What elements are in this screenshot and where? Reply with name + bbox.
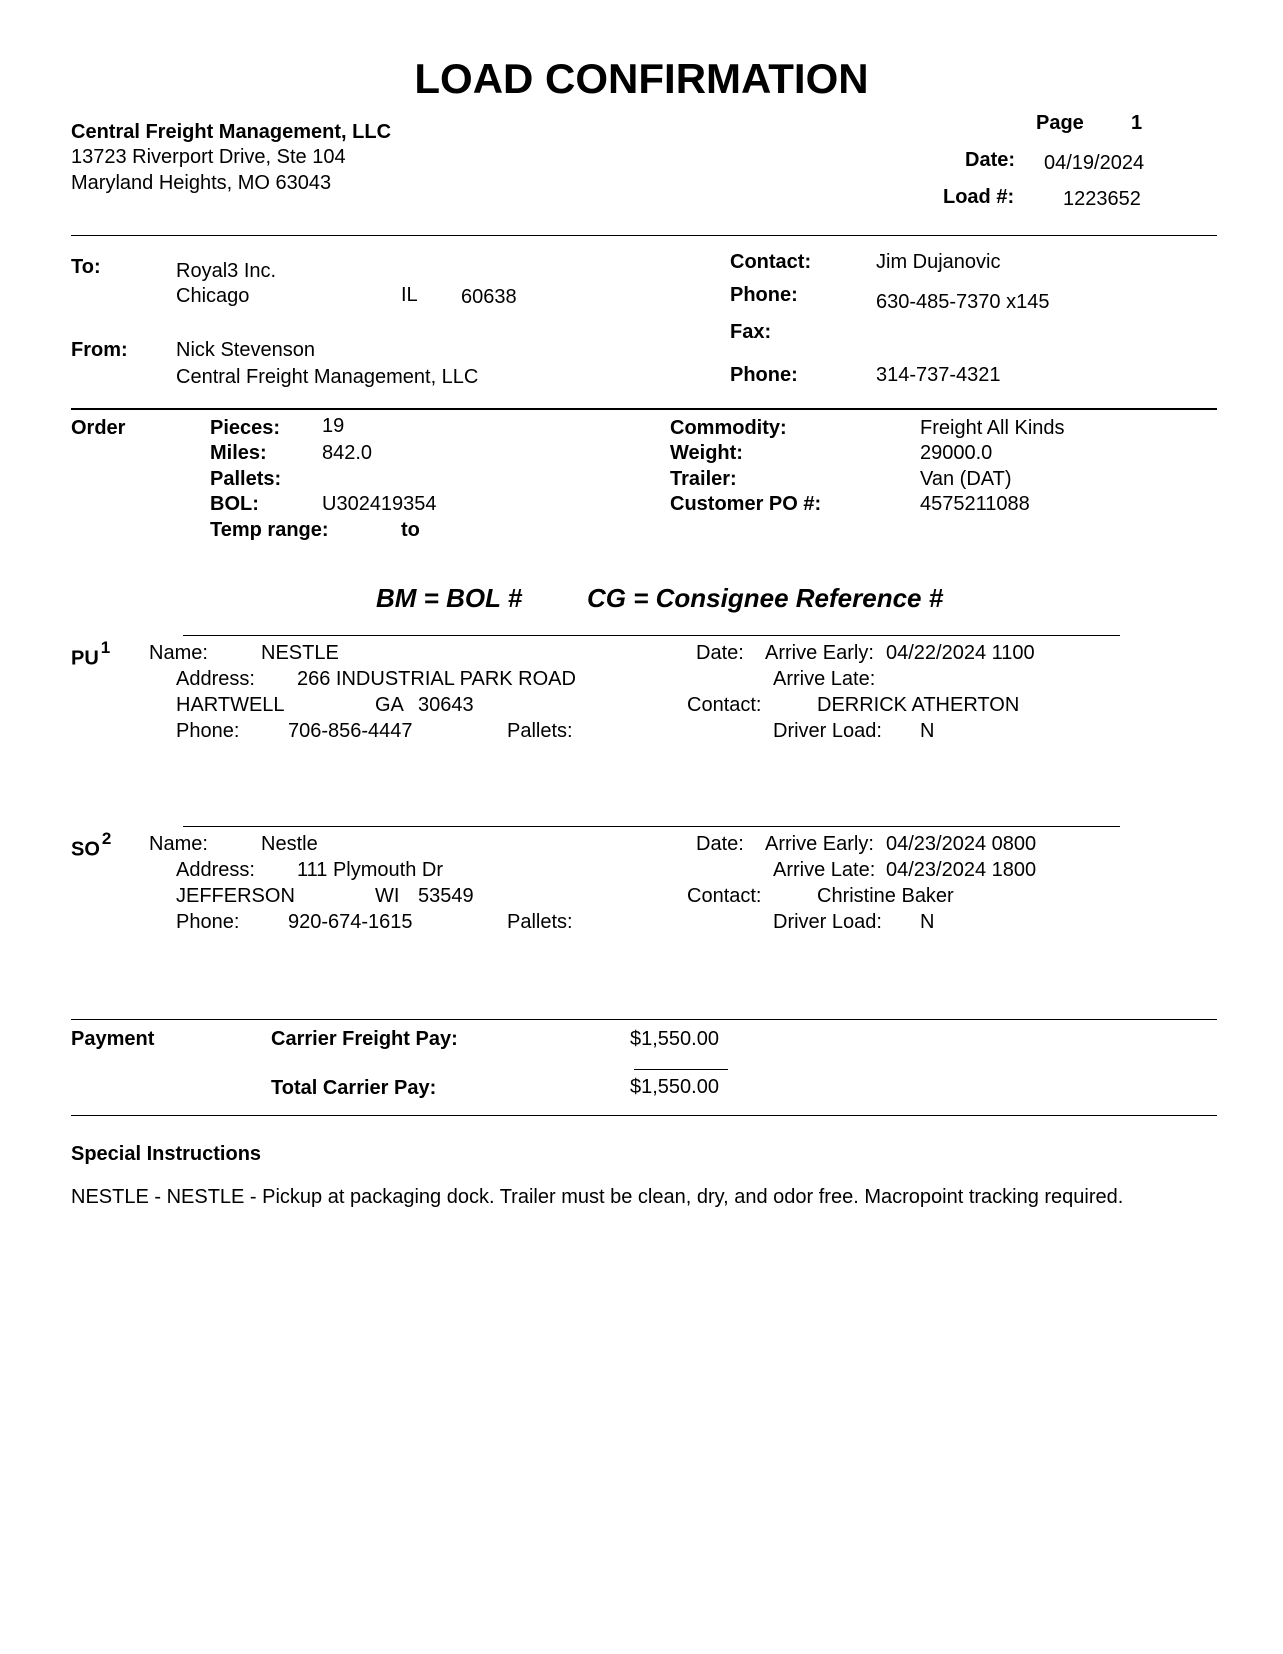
stop1-city: HARTWELL: [176, 694, 285, 716]
stop1-address: 266 INDUSTRIAL PARK ROAD: [297, 668, 576, 690]
carrier-freight-pay-value: $1,550.00: [630, 1028, 719, 1050]
trailer-value: Van (DAT): [920, 468, 1012, 490]
stop2-state: WI: [375, 885, 400, 907]
trailer-label: Trailer:: [670, 468, 737, 490]
stop1-name: NESTLE: [261, 642, 339, 664]
stop2-driver-load-label: Driver Load:: [773, 911, 882, 933]
payment-divider: [71, 1019, 1217, 1020]
bol-label: BOL:: [210, 493, 259, 515]
order-label: Order: [71, 417, 126, 439]
contact-label: Contact:: [730, 251, 812, 273]
bol-value: U302419354: [322, 493, 437, 515]
carrier-freight-pay-label: Carrier Freight Pay:: [271, 1028, 458, 1050]
document-date: 04/19/2024: [1044, 152, 1145, 174]
company-name: Central Freight Management, LLC: [71, 121, 392, 143]
customer-po-value: 4575211088: [920, 493, 1030, 515]
miles-label: Miles:: [210, 442, 267, 464]
miles-value: 842.0: [322, 442, 373, 464]
stop1-state: GA: [375, 694, 404, 716]
stop1-driver-load: N: [920, 720, 935, 742]
weight-label: Weight:: [670, 442, 743, 464]
phone-label: Phone:: [730, 284, 798, 306]
load-number-label: Load #:: [943, 186, 1015, 208]
page-number: 1: [1131, 112, 1143, 134]
stop2-phone-label: Phone:: [176, 911, 240, 933]
stop2-name-label: Name:: [149, 833, 208, 855]
stop1-arrive-late-label: Arrive Late:: [773, 668, 876, 690]
page-label: Page: [1036, 112, 1084, 134]
special-instructions-text: NESTLE - NESTLE - Pickup at packaging dock. Trailer must be clean, dry, and odor free. Macropoint tracking required.: [71, 1186, 1124, 1208]
fax-label: Fax:: [730, 321, 772, 343]
to-zip: 60638: [461, 286, 517, 308]
pallets-label: Pallets:: [210, 468, 282, 490]
stop1-address-label: Address:: [176, 668, 255, 690]
stop2-arrive-late: 04/23/2024 1800: [886, 859, 1037, 881]
special-instructions-heading: Special Instructions: [71, 1143, 262, 1165]
subtotal-rule: [634, 1069, 728, 1070]
to-state: IL: [401, 284, 418, 306]
stop2-contact-label: Contact:: [687, 885, 762, 907]
stop1-divider: [183, 635, 1120, 636]
commodity-label: Commodity:: [670, 417, 787, 439]
stop1-contact-label: Contact:: [687, 694, 762, 716]
stop2-date-label: Date:: [696, 833, 744, 855]
legend-bm: BM = BOL #: [376, 583, 523, 613]
stop2-arrive-early: 04/23/2024 0800: [886, 833, 1037, 855]
legend-cg: CG = Consignee Reference #: [587, 583, 944, 613]
stop2-name: Nestle: [261, 833, 318, 855]
to-city: Chicago: [176, 285, 250, 307]
stop2-arrive-late-label: Arrive Late:: [773, 859, 876, 881]
stop1-sequence: $PU^1$: [71, 638, 111, 670]
stop2-address-label: Address:: [176, 859, 255, 881]
stop2-pallets-label: Pallets:: [507, 911, 573, 933]
special-divider: [71, 1115, 1217, 1116]
from-phone-label: Phone:: [730, 364, 798, 386]
stop2-driver-load: N: [920, 911, 935, 933]
customer-po-label: Customer PO #:: [670, 493, 822, 515]
company-address-line2: Maryland Heights, MO 63043: [71, 172, 332, 194]
weight-value: 29000.0: [920, 442, 993, 464]
stop1-phone: 706-856-4447: [288, 720, 413, 742]
stop2-contact: Christine Baker: [817, 885, 954, 907]
stop1-contact: DERRICK ATHERTON: [817, 694, 1020, 716]
from-name: Nick Stevenson: [176, 339, 315, 361]
stop2-address: 111 Plymouth Dr: [297, 859, 443, 881]
payment-label: Payment: [71, 1028, 155, 1050]
from-company: Central Freight Management, LLC: [176, 366, 479, 388]
page-title: LOAD CONFIRMATION: [414, 55, 869, 102]
stop2-zip: 53549: [418, 885, 474, 907]
to-name: Royal3 Inc.: [176, 260, 277, 282]
from-label: From:: [71, 339, 128, 361]
temp-range-to: to: [401, 519, 420, 541]
stop1-zip: 30643: [418, 694, 474, 716]
stop1-arrive-early: 04/22/2024 1100: [886, 642, 1035, 664]
stop2-phone: 920-674-1615: [288, 911, 413, 933]
date-label: Date:: [965, 149, 1016, 171]
total-carrier-pay-label: Total Carrier Pay:: [271, 1077, 437, 1099]
load-number: 1223652: [1063, 188, 1141, 210]
total-carrier-pay-value: $1,550.00: [630, 1076, 719, 1098]
temp-range-label: Temp range:: [210, 519, 329, 541]
contact-value: Jim Dujanovic: [876, 251, 1001, 273]
stop2-sequence: $SO^2$: [71, 829, 112, 861]
commodity-value: Freight All Kinds: [920, 417, 1065, 439]
stop1-date-label: Date:: [696, 642, 744, 664]
from-phone-value: 314-737-4321: [876, 364, 1001, 386]
stop2-arrive-early-label: Arrive Early:: [765, 833, 874, 855]
stop2-city: JEFFERSON: [176, 885, 295, 907]
stop2-divider: [183, 826, 1120, 827]
stop1-phone-label: Phone:: [176, 720, 240, 742]
company-address-line1: 13723 Riverport Drive, Ste 104: [71, 146, 346, 168]
stop1-arrive-early-label: Arrive Early:: [765, 642, 874, 664]
order-divider: [71, 408, 1217, 410]
stop1-driver-load-label: Driver Load:: [773, 720, 882, 742]
pieces-value: 19: [322, 415, 345, 437]
pieces-label: Pieces:: [210, 417, 281, 439]
stop1-pallets-label: Pallets:: [507, 720, 573, 742]
stop1-name-label: Name:: [149, 642, 208, 664]
to-label: To:: [71, 256, 101, 278]
phone-value: 630-485-7370 x145: [876, 291, 1050, 313]
header-divider: [71, 235, 1217, 236]
